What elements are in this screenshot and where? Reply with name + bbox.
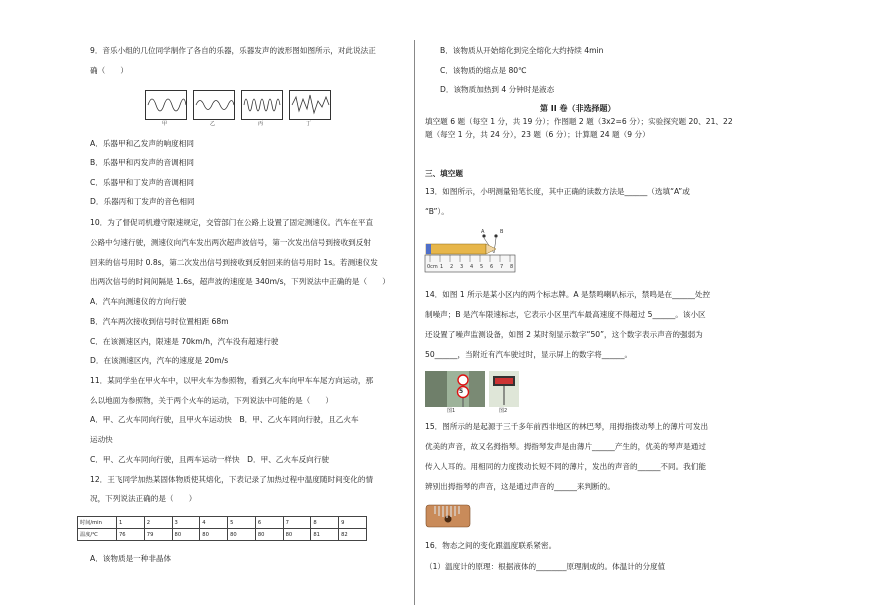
table-cell: 9 xyxy=(339,517,367,529)
waveform-bing xyxy=(241,90,283,120)
table-cell: 80 xyxy=(228,529,256,541)
table-cell: 5 xyxy=(228,517,256,529)
table-cell: 时间/min xyxy=(78,517,117,529)
table-cell: 81 xyxy=(311,529,339,541)
ruler-label: 1 xyxy=(440,264,444,270)
table-cell: 温度/℃ xyxy=(78,529,117,541)
q14-line: 还设置了噪声监测设备，如图 2 某时刻显示数字“50”，这个数字表示声音的强弱为 xyxy=(425,330,703,339)
waveform-jia xyxy=(145,90,187,120)
figure-label: 图2 xyxy=(499,408,508,414)
q9-option-b: B．乐器甲和丙发声的音调相同 xyxy=(90,158,194,167)
q10-option-a: A．汽车向测速仪的方向行驶 xyxy=(90,297,187,306)
table-row xyxy=(78,529,367,541)
street-signs-photo xyxy=(425,371,485,407)
q12-option-b: B．该物质从开始熔化到完全熔化大约持续 4min xyxy=(440,46,604,55)
ruler-label: 5 xyxy=(480,264,484,270)
q10-line: 回来的信号用时 0.8s，第二次发出信号到接收到反射回来的信号用时 1s。若测速仪发 xyxy=(90,258,378,267)
q10-option-b: B．汽车两次接收到信号时位置相距 68m xyxy=(90,317,229,326)
table-row xyxy=(78,517,367,529)
table-cell: 1 xyxy=(117,517,145,529)
q10-line: 公路中匀速行驶，测速仪向汽车发出两次超声波信号，第一次发出信号到接收到反射 xyxy=(90,238,371,247)
q14-line: 制噪声；B 是汽车限速标志，它表示小区里汽车最高速度不得超过 5______。该小区 xyxy=(425,310,706,319)
q9-option-c: C．乐器甲和丁发声的音调相同 xyxy=(90,178,195,187)
q12-option-d: D．该物质加热到 4 分钟时是液态 xyxy=(440,85,555,94)
q16-line: （1）温度计的原理：根据液体的________原理制成的。体温计的分度值 xyxy=(425,562,666,571)
q15-line: 15．图所示的是起源于三千多年前西非地区的林巴琴，用拇指拨动琴上的薄片可发出 xyxy=(425,422,709,431)
ruler-label: 2 xyxy=(450,264,454,270)
table-cell: 6 xyxy=(255,517,283,529)
table-cell: 82 xyxy=(339,529,367,541)
q15-line: 传入人耳的。用相同的力度拨动长短不同的薄片，发出的声音的______不同。我们能 xyxy=(425,462,706,471)
wave-label: 丁 xyxy=(306,121,312,127)
q13-line: 13．如图所示，小明测量铅笔长度，其中正确的读数方法是______（选填“A”或 xyxy=(425,187,690,196)
ruler-label: 6 xyxy=(490,264,494,270)
speed-limit-number: 5 xyxy=(459,388,464,395)
q13-line: “B”）。 xyxy=(425,207,449,216)
ruler-label: 3 xyxy=(460,264,464,270)
wave-label: 甲 xyxy=(162,121,168,127)
q10-line: 出两次信号的时间间隔是 1.6s，超声波的速度是 340m/s，下列说法中正确的是（ ） xyxy=(90,277,390,286)
q10-option-d: D．在该测速区内，汽车的速度是 20m/s xyxy=(90,356,229,365)
temperature-table xyxy=(77,516,367,541)
table-cell: 80 xyxy=(283,529,311,541)
table-cell: 79 xyxy=(144,529,172,541)
q12-option-a: A．该物质是一种非晶体 xyxy=(90,554,172,563)
q9-option-d: D．乐器丙和丁发声的音色相同 xyxy=(90,197,195,206)
q12-line: 12．王飞同学加热某固体物质使其熔化，下表记录了加热过程中温度随时间变化的情 xyxy=(90,475,374,484)
wave-label: 丙 xyxy=(258,121,264,127)
q11-line: 11．某同学坐在甲火车中，以甲火车为参照物，看到乙火车向甲车车尾方向运动，那 xyxy=(90,376,374,385)
ruler-label: 8 xyxy=(510,264,514,270)
q14-line: 14．如图 1 所示是某小区内的两个标志牌。A 是禁鸣喇叭标示，禁鸣是在______处控 xyxy=(425,290,711,299)
table-cell: 80 xyxy=(200,529,228,541)
q9-line1: 9．音乐小组的几位同学制作了各自的乐器，乐器发声的波形图如图所示，对此说法正 xyxy=(90,46,376,55)
table-cell: 80 xyxy=(255,529,283,541)
kalimba-photo xyxy=(425,502,471,529)
q11-option-ab: A．甲、乙火车同向行驶，且甲火车运动快 B．甲、乙火车同向行驶，且乙火车 xyxy=(90,415,359,424)
table-cell: 3 xyxy=(172,517,200,529)
q11-option-b-cont: 运动快 xyxy=(90,435,113,444)
section-description: 题（每空 1 分，共 24 分），23 题（6 分）；计算题 24 题（9 分） xyxy=(425,130,650,139)
table-cell: 8 xyxy=(311,517,339,529)
section-title: 第 II 卷（非选择题） xyxy=(540,104,616,113)
figure-label: 图1 xyxy=(447,408,456,414)
ruler-mark: B xyxy=(500,229,504,235)
q14-line: 50______，当附近有汽车驶过时，显示屏上的数字将______。 xyxy=(425,350,633,359)
q12-line: 况，下列说法正确的是（ ） xyxy=(90,494,197,503)
waveform-ding xyxy=(289,90,331,120)
table-cell: 7 xyxy=(283,517,311,529)
table-cell: 80 xyxy=(172,529,200,541)
wave-label: 乙 xyxy=(210,121,216,127)
waveform-yi xyxy=(193,90,235,120)
q16-line: 16．物态之间的变化跟温度联系紧密。 xyxy=(425,541,557,550)
section-description: 填空题 6 题（每空 1 分，共 19 分）；作图题 2 题（3x2=6 分）；实验探究题 20、21、22 xyxy=(425,117,733,126)
q9-option-a: A．乐器甲和乙发声的响度相同 xyxy=(90,139,194,148)
column-divider xyxy=(414,40,415,605)
q12-option-c: C．该物质的熔点是 80℃ xyxy=(440,66,527,75)
table-cell: 4 xyxy=(200,517,228,529)
q15-line: 辨别出拇指琴的声音，这是通过声音的______来判断的。 xyxy=(425,482,615,491)
table-cell: 2 xyxy=(144,517,172,529)
table-cell: 76 xyxy=(117,529,145,541)
section-heading: 三、填空题 xyxy=(425,169,463,178)
ruler-label: 4 xyxy=(470,264,474,270)
q10-line: 10．为了督促司机遵守限速规定，交管部门在公路上设置了固定测速仪。汽车在平直 xyxy=(90,218,374,227)
q15-line: 优美的声音，故又名拇指琴。拇指琴发声是由薄片______产生的，优美的琴声是通过 xyxy=(425,442,706,451)
noise-monitor-photo xyxy=(489,371,519,407)
ruler-label: 0cm xyxy=(427,264,438,270)
ruler-label: 7 xyxy=(500,264,504,270)
q11-option-cd: C．甲、乙火车同向行驶，且两车运动一样快 D．甲、乙火车反向行驶 xyxy=(90,455,329,464)
ruler-mark: A xyxy=(481,229,485,235)
q10-option-c: C．在该测速区内，限速是 70km/h，汽车没有超速行驶 xyxy=(90,337,279,346)
q9-line2: 确（ ） xyxy=(90,66,128,75)
q11-line: 么以地面为参照物，关于两个火车的运动，下列说法中可能的是（ ） xyxy=(90,396,333,405)
